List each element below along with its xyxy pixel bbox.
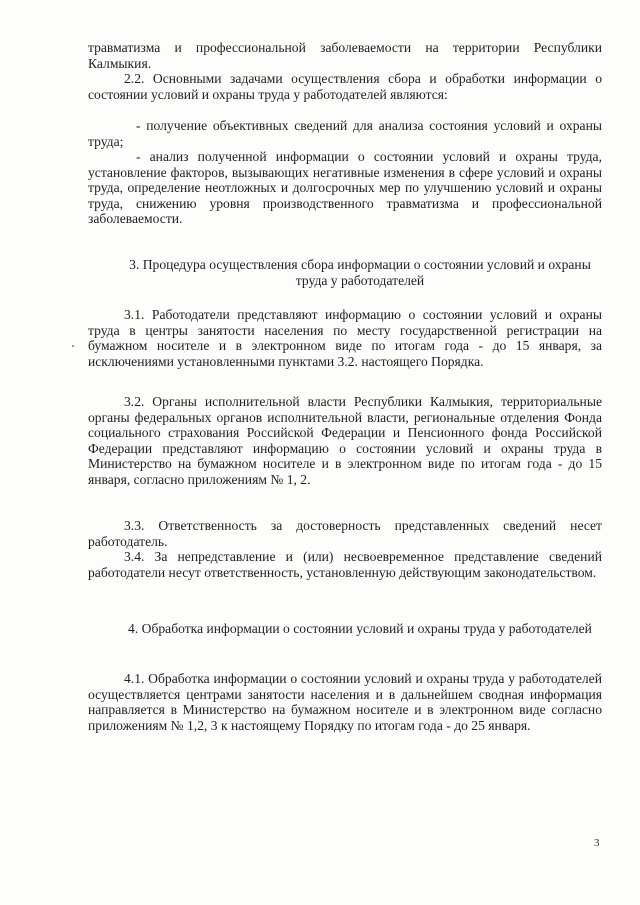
section-4-heading: 4. Обработка информации о состоянии условий и охраны труда у работодателей bbox=[128, 621, 592, 636]
paragraph-3-1: 3.1. Работодатели представляют информацию о состоянии условий и охраны труда в центры занятости населения по месту государственной регистрации на бумажном носителе и в электронном виде по итогам года - до 15 января, за исключениями установленными пунктами 3.2. настоящего Порядка. bbox=[88, 307, 602, 369]
paragraph-analysis: - анализ полученной информации о состоянии условий и охраны труда, установление факторов, вызывающих негативные изменения в сфере условий и охраны труда, определение неотложных и долгосрочных мер по улучшению условий и охраны труда, снижению уровня производственного травматизма и профессиональной заболеваемости. bbox=[88, 149, 602, 227]
paragraph-objective-data: - получение объективных сведений для анализа состояния условий и охраны труда; bbox=[88, 118, 602, 149]
paragraph-3-4: 3.4. За непредставление и (или) несвоевременное представление сведений работодатели несут ответственность, установленную действующим законодательством. bbox=[88, 549, 602, 580]
paragraph-3-3: 3.3. Ответственность за достоверность представленных сведений несет работодатель. bbox=[88, 518, 602, 549]
paragraph-intro-continuation: травматизма и профессиональной заболеваемости на территории Республики Калмыкия. bbox=[88, 40, 602, 71]
paragraph-2-2: 2.2. Основными задачами осуществления сбора и обработки информации о состоянии условий и охраны труда у работодателей являются: bbox=[88, 71, 602, 102]
scan-speck bbox=[72, 345, 74, 347]
paragraph-4-1: 4.1. Обработка информации о состоянии условий и охраны труда у работодателей осуществляется центрами занятости населения и в дальнейшем сводная информация направляется в Министерство на бумажном носителе и в электронном виде согласно приложениям № 1,2, 3 к настоящему Порядку по итогам года - до 25 января. bbox=[88, 671, 602, 733]
page-number: 3 bbox=[594, 837, 600, 849]
section-3-heading: 3. Процедура осуществления сбора информации о состоянии условий и охраны труда у работодателей bbox=[129, 257, 591, 288]
paragraph-3-2: 3.2. Органы исполнительной власти Республики Калмыкия, территориальные органы федеральных органов исполнительной власти, региональные отделения Фонда социального страхования Российской Федерации и Пенсионного фонда Российской Федерации представляют информацию о состоянии условий и охраны труда в Министерство на бумажном носителе и в электронном виде по итогам года - до 15 января, согласно приложениям № 1, 2. bbox=[88, 394, 602, 487]
